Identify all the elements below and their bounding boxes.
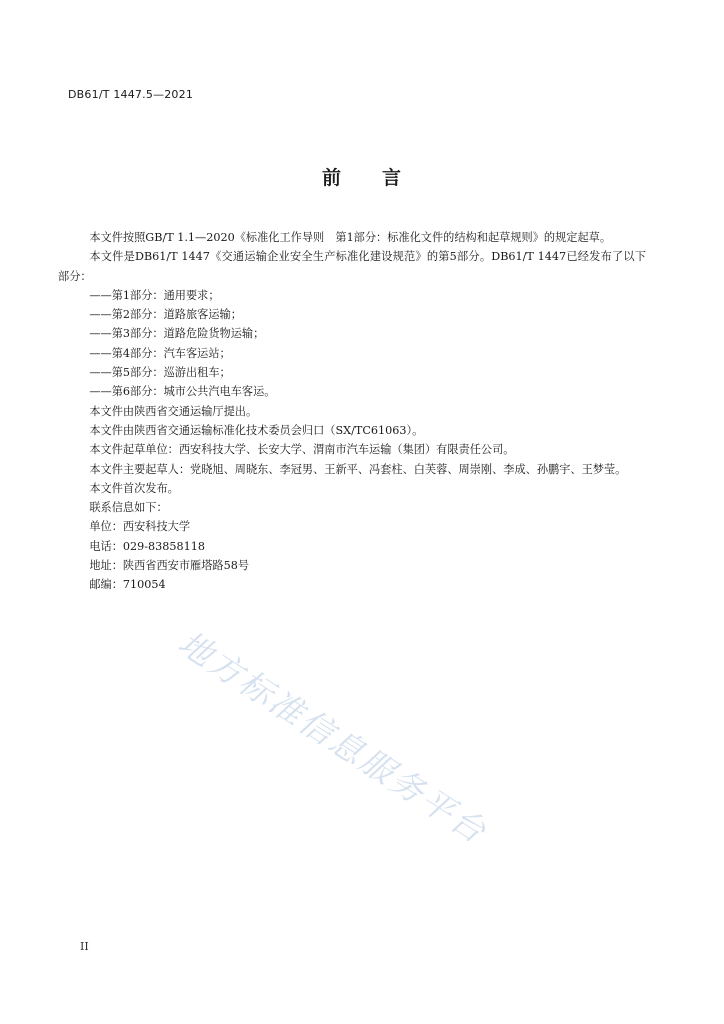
foreword-body (58, 228, 646, 595)
list-item: ——第1部分：通用要求； (89, 288, 220, 302)
page-number: II (80, 940, 89, 953)
contact-line: 单位：西安科技大学 (89, 520, 191, 534)
paragraph-drafting-rules: 本文件按照GB/T 1.1—2020《标准化工作导则 第1部分：标准化文件的结构和起草规则》的规定起草。 (89, 231, 612, 244)
title-char-1: 前 (321, 167, 342, 189)
paragraph-first-release: 本文件首次发布。 (89, 481, 179, 495)
title-char-2: 言 (382, 167, 403, 189)
contact-line: 电话：029-83858118 (89, 539, 205, 553)
contact-intro: 联系信息如下： (89, 501, 168, 515)
list-item: ——第5部分：巡游出租车； (89, 366, 231, 380)
watermark: 地方标准信息服务平台 (171, 623, 495, 852)
paragraph-drafting-units: 本文件起草单位：西安科技大学、长安大学、渭南市汽车运输（集团）有限责任公司。 (89, 443, 515, 457)
contact-line: 邮编：710054 (89, 578, 166, 592)
page-title (0, 163, 724, 190)
list-item: ——第2部分：道路旅客运输； (89, 308, 242, 322)
list-item: ——第6部分：城市公共汽电车客运。 (89, 385, 276, 399)
document-code: DB61/T 1447.5—2021 (68, 88, 194, 101)
list-item: ——第4部分：汽车客运站； (89, 346, 231, 360)
paragraph-committee: 本文件由陕西省交通运输标准化技术委员会归口（SX/TC61063）。 (89, 423, 424, 437)
list-item: ——第3部分：道路危险货物运输； (89, 327, 265, 341)
paragraph-proposer: 本文件由陕西省交通运输厅提出。 (89, 404, 258, 418)
contact-line: 地址：陕西省西安市雁塔路58号 (89, 559, 250, 573)
paragraph-drafters: 本文件主要起草人：党晓旭、周晓东、李冠男、王新平、冯套柱、白芙蓉、周崇刚、李成、孙鹏宇、王梦莹。 (89, 462, 627, 476)
paragraph-series-info: 本文件是DB61/T 1447《交通运输企业安全生产标准化建设规范》的第5部分。DB61/T 1447已经发布了以下部分： (58, 250, 646, 283)
